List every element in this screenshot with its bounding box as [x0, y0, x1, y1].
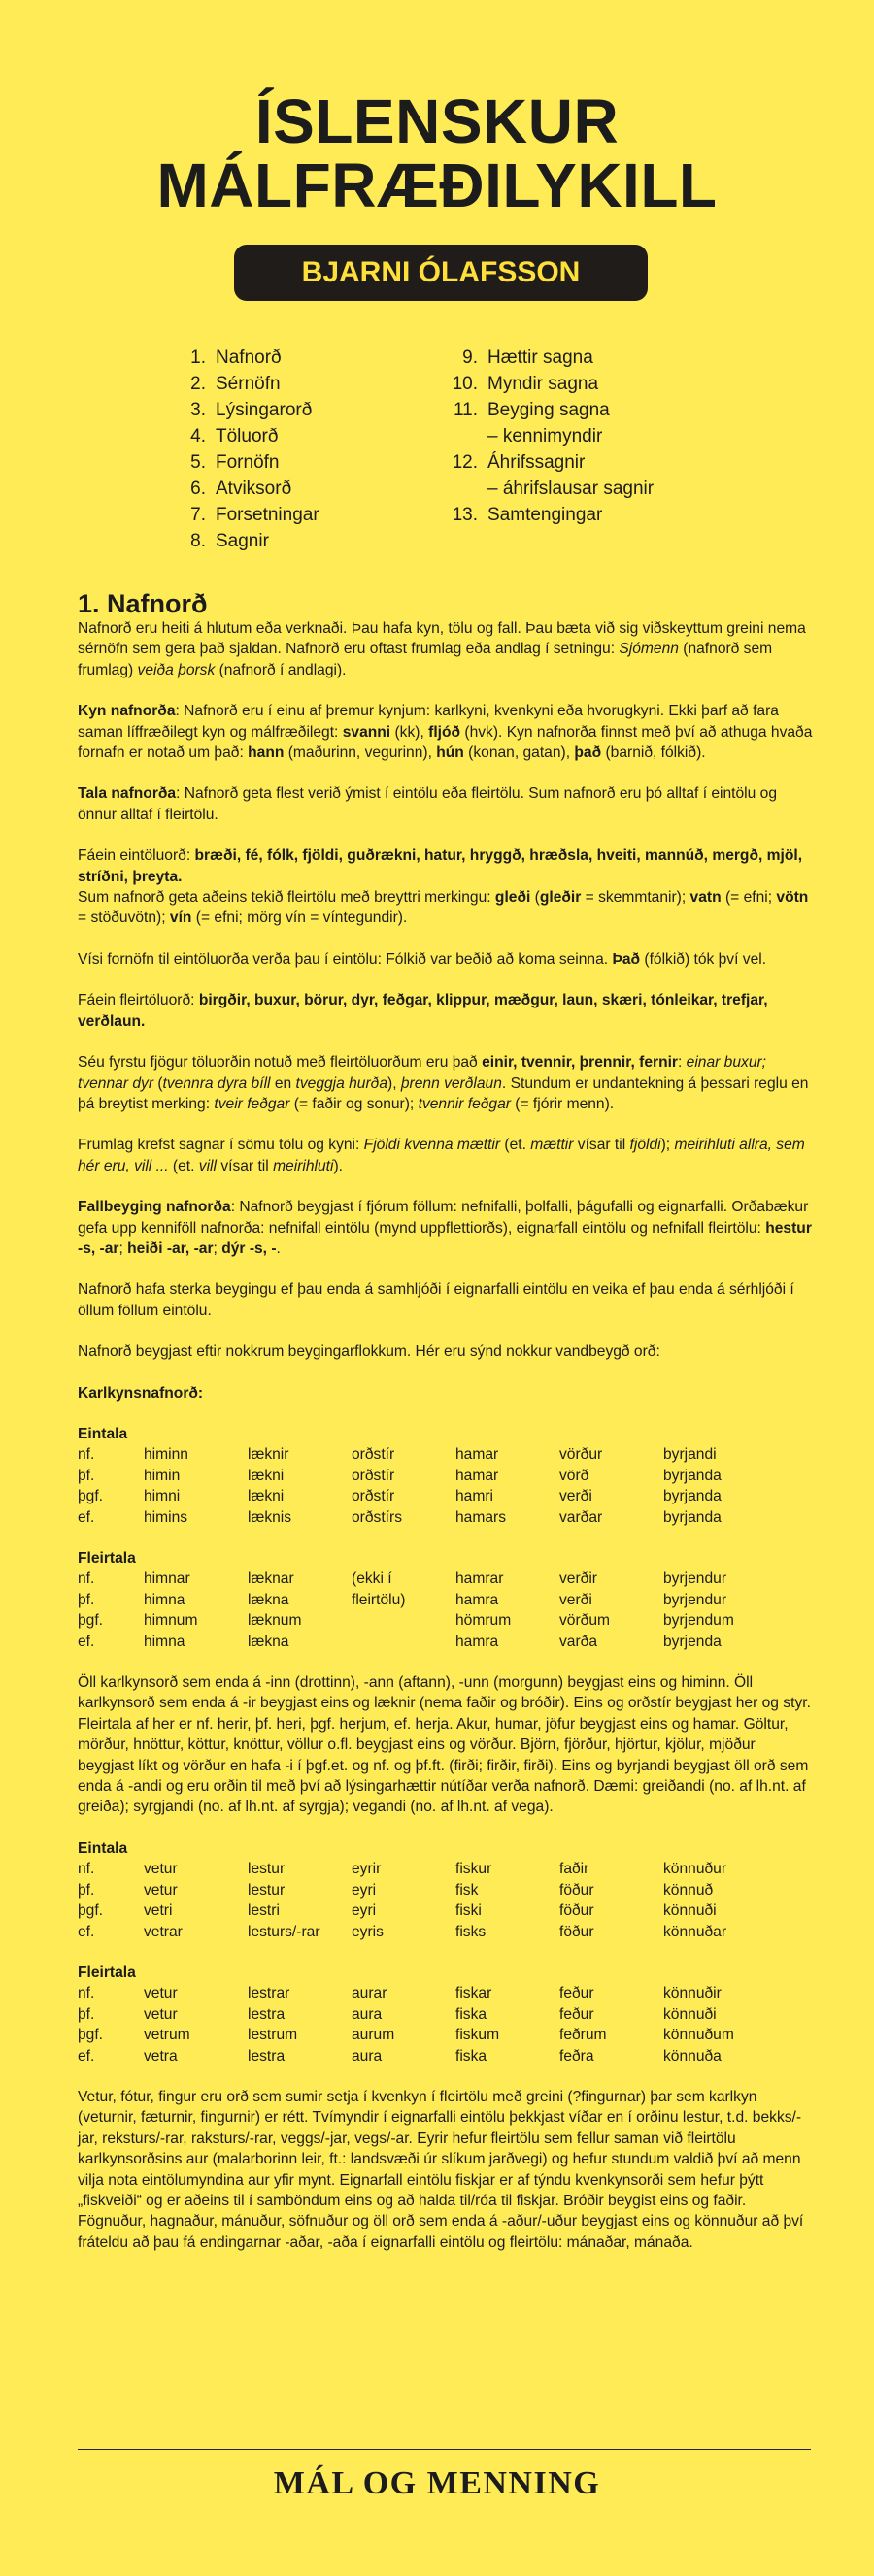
word-form: könnuða [663, 2047, 722, 2064]
word-form: föður [559, 1881, 594, 1899]
word-form: verði [559, 1488, 592, 1505]
table-row [78, 1859, 726, 1879]
word-form [352, 1610, 455, 1631]
word-form: orðstír [352, 1446, 395, 1464]
table-row [78, 1900, 726, 1921]
table-row [78, 2004, 734, 2025]
case-label: þgf. [78, 1612, 104, 1630]
word-form: himinn [144, 1446, 188, 1464]
toc-label: Sagnir [216, 531, 269, 551]
toc-label: Samtengingar [487, 505, 603, 525]
word-form: fleirtölu) [352, 1591, 406, 1608]
word-form: vetra [144, 2047, 178, 2064]
word-form: lesturs/-rar [248, 1923, 320, 1940]
word-form: vörður [559, 1446, 603, 1464]
word-form: himnum [144, 1612, 198, 1630]
word-form: verðir [559, 1570, 597, 1588]
word-form: varðar [559, 1508, 603, 1526]
table1-singular-label: Eintala [78, 1425, 128, 1442]
case-label: nf. [78, 1570, 95, 1588]
agreement-paragraph: Frumlag krefst sagnar í sömu tölu og kyni: Fjöldi kvenna mættir (et. mættir vísar til fjöldi); meirihluti allra, sem hér eru, vill ... (et. vill vísar til meirihluti). [78, 1137, 805, 1174]
toc-item [175, 449, 319, 476]
word-form: hömrum [455, 1612, 512, 1630]
strong-weak-paragraph: Nafnorð hafa sterka beygingu ef þau enda á samhljóði í eignarfalli eintölu en veika ef þau enda á sérhljóði í öllum föllum eintölu. [78, 1281, 794, 1319]
table1-plural-label: Fleirtala [78, 1550, 136, 1567]
word-form: lækni [248, 1467, 285, 1484]
word-form: fiska [455, 2047, 487, 2064]
word-form: eyrir [352, 1861, 382, 1878]
word-form: fiski [455, 1902, 482, 1920]
table-row [78, 2025, 734, 2045]
word-form: vörð [559, 1467, 589, 1484]
toc-label: Hættir sagna [487, 347, 593, 368]
word-form: orðstír [352, 1488, 395, 1505]
word-form: byrjenda [663, 1633, 722, 1650]
word-form: feður [559, 2005, 594, 2023]
gender-paragraph: Kyn nafnorða: Nafnorð eru í einu af þremur kynjum: karlkyni, kvenkyni eða hvorugkyni. Ekki þarf að fara saman líffræðilegt kyn og málfræðilegt: svanni (kk), fljóð (hvk). Kyn nafnorða finnst með því að athuga hvaða fornafn er notað um það: hann (maðurinn, vegurinn), hún (konan, gatan), það (barnið, fólkið). [78, 703, 813, 762]
word-form: eyri [352, 1881, 377, 1899]
numerals-paragraph: Séu fyrstu fjögur töluorðin notuð með fleirtöluorðum eru það einir, tvennir, þrennir, fernir: einar buxur; tvennar dyr (tvennra dyra bíll en tveggja hurða), þrenn verðlaun. Stundum er undantekning á þessari reglu en þá breytist merking: tveir feðgar (= faðir og sonur); tvennir feðgar (= fjórir menn). [78, 1054, 809, 1112]
case-label: nf. [78, 1446, 95, 1464]
declension-paragraph: Fallbeyging nafnorða: Nafnorð beygjast í fjórum föllum: nefnifalli, þolfalli, þágufalli og eignarfalli. Orðabækur gefa upp kenniföll nafnorða: nefnifall eintölu (mynd uppflettiorðs), eignarfall eintölu og nefnifall fleirtölu: hestur -s, -ar; heiði -ar, -ar; dýr -s, -. [78, 1199, 812, 1257]
word-form: föður [559, 1923, 594, 1940]
word-form: lækna [248, 1633, 289, 1650]
word-form: vörðum [559, 1612, 610, 1630]
toc-number: 4. [190, 426, 206, 446]
word-form: læknir [248, 1446, 289, 1464]
toc-number: 9. [462, 347, 478, 368]
toc-item [437, 449, 654, 476]
section-title: 1. Nafnorð [78, 589, 208, 618]
word-form: könnuð [663, 1881, 714, 1899]
word-form: byrjendur [663, 1591, 727, 1608]
table2-plural-label: Fleirtala [78, 1964, 136, 1981]
plural-only-words: Fáein fleirtöluorð: birgðir, buxur, börur, dyr, feðgar, klippur, mæðgur, laun, skæri, tónleikar, trefjar, verðlaun. [78, 992, 768, 1030]
toc-label: Fornöfn [216, 452, 280, 473]
table-row [78, 1983, 734, 2003]
toc-label: Nafnorð [216, 347, 282, 368]
table-row [78, 1507, 722, 1528]
case-label: nf. [78, 1861, 95, 1878]
case-label: þf. [78, 1591, 95, 1608]
toc-number: 13. [452, 505, 478, 525]
toc-label: Atviksorð [216, 479, 292, 499]
word-form: könnuðar [663, 1923, 727, 1940]
word-form: vetur [144, 2005, 178, 2023]
case-label: þf. [78, 1467, 95, 1484]
word-form: læknar [248, 1570, 294, 1588]
title-line-1: ÍSLENSKUR [254, 86, 620, 156]
word-form: orðstírs [352, 1508, 402, 1526]
word-form: feðra [559, 2047, 594, 2064]
word-form: byrjendur [663, 1570, 727, 1588]
toc-number: 5. [190, 452, 206, 473]
word-form: vetur [144, 1881, 178, 1899]
word-form: byrjendum [663, 1612, 734, 1630]
case-label: ef. [78, 1923, 95, 1940]
word-form: fisks [455, 1923, 487, 1940]
table-row [78, 1444, 722, 1465]
word-form: aura [352, 2005, 383, 2023]
toc-number: 1. [190, 347, 206, 368]
masculine-heading: Karlkynsnafnorð: [78, 1384, 204, 1402]
word-form: lestur [248, 1881, 286, 1899]
case-label: þgf. [78, 2027, 104, 2044]
word-form: hamra [455, 1633, 499, 1650]
word-form: hamra [455, 1591, 499, 1608]
publisher-name: MÁL OG MENNING [273, 2465, 601, 2501]
toc-sublabel: – áhrifslausar sagnir [487, 479, 655, 499]
table-row [78, 1922, 726, 1942]
toc-number: 7. [190, 505, 206, 525]
masculine-notes-1: Öll karlkynsorð sem enda á -inn (drottinn), -ann (aftann), -unn (morgunn) beygjast eins og himinn. Öll karlkynsorð sem enda á -ir beygjast eins og læknir (nema faðir og bróðir). Eins og orðstír beygjast her og styr. Fleirtala af her er nf. herir, þf. heri, þgf. herjum, ef. herja. Akur, humar, jöfur beygjast eins og hamar. Göltur, mörður, hnöttur, köttur, knöttur, völlur o.fl. beygjast eins og vörður. Björn, fjörður, hjörtur, kjölur, mjöður beygjast líkt og vörður en hafa -i í þgf.et. og nf. og þf.ft. (firði; firðir, firði). Eins og byrjandi beygjast öll orð sem enda á -andi og eru orðin til með því að lýsingarhættir nútíðar verða nafnorð. Dæmi: greiðandi (no. af lh.nt. af greiða); syrgjandi (no. af lh.nt. af syrgja); vegandi (no. af lh.nt. af vega). [78, 1674, 811, 1816]
toc-left-column [175, 345, 319, 554]
word-form: hamrar [455, 1570, 504, 1588]
case-label: ef. [78, 1508, 95, 1526]
word-form: hamar [455, 1446, 499, 1464]
table-row [78, 1880, 726, 1900]
toc-item [175, 423, 319, 449]
toc-item [175, 476, 319, 502]
classes-paragraph: Nafnorð beygjast eftir nokkrum beygingarflokkum. Hér eru sýnd nokkur vandbeygð orð: [78, 1343, 660, 1361]
word-form: fiskur [455, 1861, 492, 1878]
table2-singular-label: Eintala [78, 1839, 128, 1857]
word-form: eyris [352, 1923, 384, 1940]
word-form: verði [559, 1591, 592, 1608]
word-form: hamar [455, 1467, 499, 1484]
table-row [78, 1466, 722, 1486]
section-body [78, 618, 816, 2273]
toc-label: Lýsingarorð [216, 400, 313, 420]
case-label: þf. [78, 2005, 95, 2023]
word-form: vetur [144, 1861, 178, 1878]
toc-number: 12. [452, 452, 478, 473]
table-row [78, 1610, 734, 1631]
word-form: lækni [248, 1488, 285, 1505]
toc-label: Myndir sagna [487, 374, 599, 394]
pronoun-reference-paragraph: Vísi fornöfn til eintöluorða verða þau í eintölu: Fólkið var beðið að koma seinna. Það (fólkið) tók því vel. [78, 950, 767, 968]
word-form: aurum [352, 2027, 395, 2044]
word-form: lestra [248, 2047, 286, 2064]
word-form: feður [559, 1985, 594, 2002]
table-row [78, 1486, 722, 1506]
number-paragraph: Tala nafnorða: Nafnorð geta flest verið ýmist í eintölu eða fleirtölu. Sum nafnorð eru þó alltaf í eintölu og önnur alltaf í fleirtölu. [78, 785, 777, 823]
word-form: vetrum [144, 2027, 190, 2044]
word-form: aurar [352, 1985, 387, 2002]
word-form: könnuði [663, 1902, 717, 1920]
word-form: könnuði [663, 2005, 717, 2023]
case-label: ef. [78, 2047, 95, 2064]
table1-plural [78, 1569, 734, 1652]
word-form: byrjanda [663, 1508, 722, 1526]
book-title [0, 86, 874, 220]
word-form: fiskar [455, 1985, 492, 2002]
singular-only-words: Fáein eintöluorð: bræði, fé, fólk, fjöldi, guðrækni, hatur, hryggð, hræðsla, hveiti, mannúð, mergð, mjöl, stríðni, þreyta. [78, 847, 803, 885]
word-form: himin [144, 1467, 181, 1484]
title-line-2: MÁLFRÆÐILYKILL [156, 150, 718, 220]
word-form: himna [144, 1591, 185, 1608]
toc-item [437, 502, 654, 528]
table-row [78, 1569, 734, 1589]
toc-number: 3. [190, 400, 206, 420]
intro-paragraph: Nafnorð eru heiti á hlutum eða verknaði. Þau hafa kyn, tölu og fall. Þau bæta við sig viðskeyttum greini nema sérnöfn sem gera það sjaldan. Nafnorð eru oftast frumlag eða andlag í setningu: Sjómenn (nafnorð sem frumlag) veiða þorsk (nafnorð í andlagi). [78, 620, 806, 678]
case-label: ef. [78, 1633, 95, 1650]
word-form: lestra [248, 2005, 286, 2023]
word-form: himnar [144, 1570, 190, 1588]
word-form: læknum [248, 1612, 302, 1630]
case-label: þf. [78, 1881, 95, 1899]
word-form: fisk [455, 1881, 479, 1899]
word-form: könnuðir [663, 1985, 722, 2002]
word-form: feðrum [559, 2027, 607, 2044]
meaning-change-paragraph: Sum nafnorð geta aðeins tekið fleirtölu með breyttri merkingu: gleði (gleðir = skemmtanir); vatn (= efni; vötn = stöðuvötn); vín (= efni; mörg vín = víntegundir). [78, 889, 809, 927]
word-form: læknis [248, 1508, 292, 1526]
table2-plural [78, 1983, 734, 2066]
word-form: hamri [455, 1488, 493, 1505]
toc-item [175, 528, 319, 554]
toc-number: 6. [190, 479, 206, 499]
toc-item [175, 345, 319, 371]
masculine-notes-2: Vetur, fótur, fingur eru orð sem sumir setja í kvenkyn í fleirtölu með greini (?fingurnar) þar sem karlkyn (veturnir, fæturnir, fingurnir) er rétt. Tvímyndir í eignarfalli eintölu þekkjast víðar en í orðinu lestur, t.d. bekks/-jar, reksturs/-rar, raksturs/-rar, veggs/-jar, vegs/-ar. Eyrir hefur fleirtölu sem fellur saman við fleirtölu karlkynsorðsins aur (malarborinn leir, ft.: landsvæði úr slíkum jarðvegi) og hefur stundum valdið því að menn vilja nota eintölumyndina aur yfir mynt. Eignarfall eintölu fiskjar er af týndu kvenkynsorði sem hefur þýtt „fiskveiði“ og er aðeins til í samböndum eins og að halda til/róa til fiskjar. Bróðir beygist eins og faðir. Fögnuður, hagnaður, mánuður, söfnuður og öll orð sem enda á -aður/-uður beygjast eins og könnuður að því fráteldu að þau fá endingarnar -aðar, -aða í eignarfalli eintölu og fleirtölu: mánaðar, mánaða. [78, 2088, 804, 2251]
word-form: lækna [248, 1591, 289, 1608]
word-form: byrjanda [663, 1467, 722, 1484]
table2-singular [78, 1859, 726, 1942]
table-row [78, 1632, 734, 1652]
word-form: varða [559, 1633, 598, 1650]
word-form: fiskum [455, 2027, 500, 2044]
table-row [78, 2046, 734, 2066]
word-form: himna [144, 1633, 185, 1650]
table1-singular [78, 1444, 722, 1528]
word-form: lestrar [248, 1985, 290, 2002]
toc-number: 2. [190, 374, 206, 394]
word-form: aura [352, 2047, 383, 2064]
toc-right-column [437, 345, 654, 528]
author-badge: BJARNI ÓLAFSSON [234, 245, 648, 301]
word-form: himni [144, 1488, 181, 1505]
word-form: faðir [559, 1861, 589, 1878]
word-form: könnuðum [663, 2027, 734, 2044]
word-form: lestur [248, 1861, 286, 1878]
toc-label: Forsetningar [216, 505, 319, 525]
toc-number: 10. [452, 374, 478, 394]
word-form: (ekki í [352, 1570, 392, 1588]
table-row [78, 1590, 734, 1610]
toc-label: Töluorð [216, 426, 279, 446]
word-form: vetur [144, 1985, 178, 2002]
toc-item [437, 397, 654, 423]
word-form: orðstír [352, 1467, 395, 1484]
toc-item [175, 397, 319, 423]
word-form: vetrar [144, 1923, 183, 1940]
word-form: byrjanda [663, 1488, 722, 1505]
word-form: eyri [352, 1902, 377, 1920]
word-form: fiska [455, 2005, 487, 2023]
word-form: hamars [455, 1508, 506, 1526]
word-form: lestrum [248, 2027, 298, 2044]
toc-number: 11. [453, 400, 478, 420]
toc-item [437, 371, 654, 397]
toc-item [437, 345, 654, 371]
word-form: lestri [248, 1902, 280, 1920]
case-label: nf. [78, 1985, 95, 2002]
word-form [352, 1632, 455, 1652]
word-form: föður [559, 1902, 594, 1920]
toc-label: Sérnöfn [216, 374, 281, 394]
word-form: könnuður [663, 1861, 727, 1878]
case-label: þgf. [78, 1902, 104, 1920]
word-form: byrjandi [663, 1446, 717, 1464]
toc-label: Beyging sagna [487, 400, 610, 420]
toc-number: 8. [190, 531, 206, 551]
footer-divider [78, 2449, 811, 2450]
word-form: vetri [144, 1902, 173, 1920]
toc-label: Áhrifssagnir [487, 452, 586, 473]
toc-sublabel: – kennimyndir [487, 426, 603, 446]
word-form: himins [144, 1508, 188, 1526]
case-label: þgf. [78, 1488, 104, 1505]
toc-item [175, 371, 319, 397]
toc-item [175, 502, 319, 528]
